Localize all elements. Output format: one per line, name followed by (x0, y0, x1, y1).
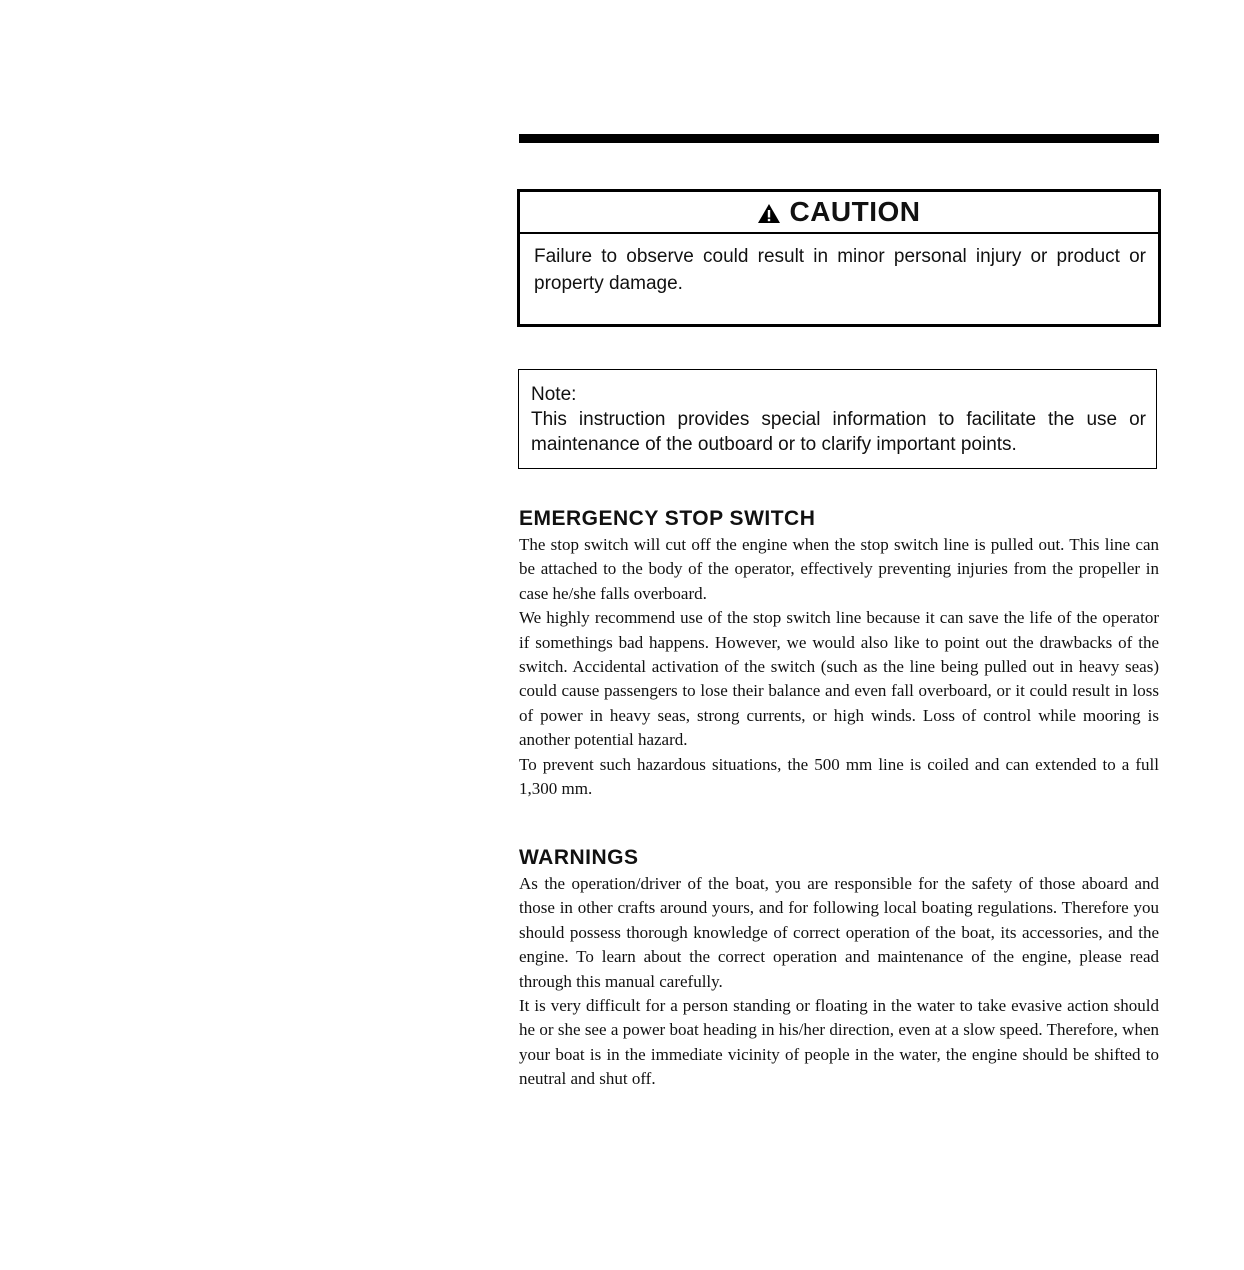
paragraph: We highly recommend use of the stop switch line because it can save the life of the operator if somethings bad happens. However, we would also like to point out the drawbacks of the switch. Accidental activation of the switch (such as the line being pulled out in heavy seas) could cause passengers to lose their balance and even fall overboard, or it could result in loss of power in heavy seas, strong currents, or high winds. Loss of control while mooring is another potential hazard. (519, 608, 1159, 750)
paragraph: As the operation/driver of the boat, you are responsible for the safety of those aboard and those in other crafts around yours, and for following local boating regulations. Therefore you should possess thorough knowledge of correct operation of the boat, its accessories, and the engine. To learn about the correct operation and maintenance of the engine, please read through this manual carefully. (519, 874, 1159, 991)
caution-title: CAUTION (789, 196, 921, 227)
warnings-heading: WARNINGS (519, 846, 639, 869)
caution-text: Failure to observe could result in minor personal injury or product or property damage. (534, 246, 1146, 294)
paragraph: The stop switch will cut off the engine when the stop switch line is pulled out. This line can be attached to the body of the operator, effectively preventing injuries from the propeller in case he/she falls overboard. (519, 535, 1159, 603)
warning-triangle-icon (757, 203, 781, 224)
warnings-body (519, 872, 1159, 1092)
paragraph: To prevent such hazardous situations, the 500 mm line is coiled and can extended to a full 1,300 mm. (519, 754, 1159, 799)
caution-box (517, 189, 1161, 327)
emergency-stop-heading: EMERGENCY STOP SWITCH (519, 507, 816, 530)
note-text: This instruction provides special information to facilitate the use or maintenance of the outboard or to clarify important points. (531, 409, 1146, 455)
emergency-stop-body (519, 533, 1159, 801)
caution-header (520, 192, 1158, 234)
paragraph: It is very difficult for a person standing or floating in the water to take evasive action should he or she see a power boat heading in his/her direction, even at a slow speed. Therefore, when your boat is in the immediate vicinity of people in the water, the engine should be shifted to neutral and shut off. (519, 996, 1159, 1089)
note-label: Note: (531, 384, 577, 405)
header-rule (519, 134, 1159, 143)
note-box (518, 369, 1157, 469)
